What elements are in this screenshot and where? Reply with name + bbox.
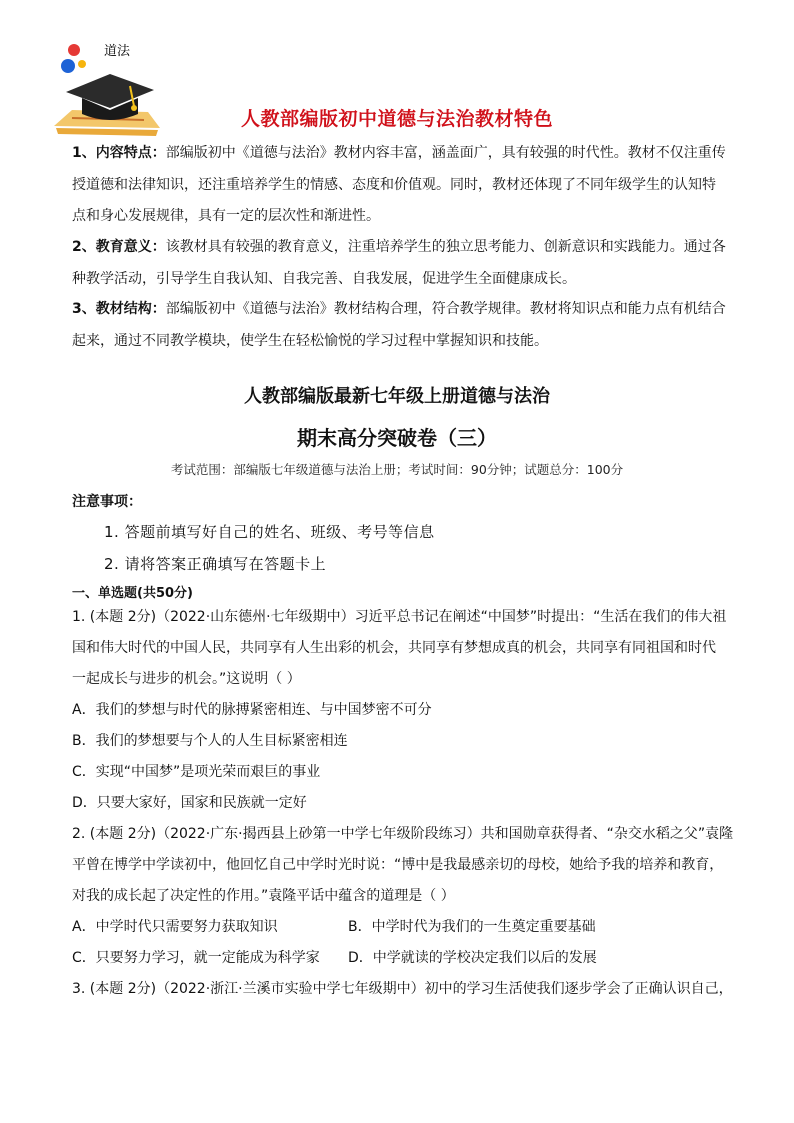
notice-heading: 注意事项： [72, 494, 142, 510]
question-1-option-b[interactable]: B．我们的梦想要与个人的人生目标紧密相连 [72, 733, 348, 749]
question-1-line: 1. (本题 2分)（2022·山东德州·七年级期中）习近平总书记在阐述“中国梦”时提出：“生活在我们的伟大祖 [72, 609, 727, 625]
exam-title: 期末高分突破卷（三） [297, 426, 497, 450]
question-2-line: 2. (本题 2分)（2022·广东·揭西县上砂第一中学七年级阶段练习）共和国勋章获得者、“杂交水稻之父”袁隆 [72, 826, 734, 842]
question-1-line: 一起成长与进步的机会。”这说明（ ） [72, 671, 301, 687]
feature-line: 1、内容特点：部编版初中《道德与法治》教材内容丰富，涵盖面广，具有较强的时代性。教材不仅注重传 [72, 145, 726, 161]
question-2-line: 平曾在博学中学读初中，他回忆自己中学时光时说：“博中是我最感亲切的母校，她给予我的培养和教育， [72, 857, 724, 873]
question-2-option-c[interactable]: C．只要努力学习，就一定能成为科学家 [72, 950, 320, 966]
feature-line: 起来，通过不同教学模块，使学生在轻松愉悦的学习过程中掌握知识和技能。 [72, 332, 548, 349]
question-1-option-c[interactable]: C．实现“中国梦”是项光荣而艰巨的事业 [72, 764, 321, 780]
question-1-line: 国和伟大时代的中国人民，共同享有人生出彩的机会，共同享有梦想成真的机会，共同享有同祖国和时代 [72, 640, 716, 656]
feature-line: 3、教材结构：部编版初中《道德与法治》教材结构合理，符合教学规律。教材将知识点和能力点有机结合 [72, 301, 726, 317]
question-2-option-a[interactable]: A．中学时代只需要努力获取知识 [72, 919, 278, 935]
feature-content [72, 138, 732, 233]
question-1-option-a[interactable]: A．我们的梦想与时代的脉搏紧密相连、与中国梦密不可分 [72, 702, 432, 718]
exam-info: 考试范围：部编版七年级道德与法治上册；考试时间：90分钟；试题总分：100分 [170, 462, 624, 477]
question-2-option-d[interactable]: D．中学就读的学校决定我们以后的发展 [348, 950, 597, 966]
question-2-line: 对我的成长起了决定性的作用。”袁隆平话中蕴含的道理是（ ） [72, 888, 455, 904]
feature-line: 种教学活动，引导学生自我认知、自我完善、自我发展，促进学生全面健康成长。 [72, 270, 576, 287]
feature-education [72, 232, 732, 295]
feature-line: 2、教育意义：该教材具有较强的教育意义，注重培养学生的独立思考能力、创新意识和实践能力。通过各 [72, 239, 726, 255]
notice-item: 2. 请将答案正确填写在答题卡上 [104, 555, 327, 573]
feature-structure [72, 294, 732, 357]
exam-subtitle: 人教部编版最新七年级上册道德与法治 [244, 386, 550, 407]
logo-label: 道法 [104, 44, 131, 59]
header-title: 人教部编版初中道德与法治教材特色 [240, 108, 553, 130]
section-heading: 一、单选题(共50分) [72, 586, 193, 601]
question-3-line: 3. (本题 2分)（2022·浙江·兰溪市实验中学七年级期中）初中的学习生活使我们逐步学会了正确认识自己， [72, 981, 733, 997]
notice-item: 1. 答题前填写好自己的姓名、班级、考号等信息 [104, 523, 435, 541]
feature-line: 授道德和法律知识，还注重培养学生的情感、态度和价值观。同时，教材还体现了不同年级学生的认知特 [72, 176, 716, 193]
feature-line: 点和身心发展规律，具有一定的层次性和渐进性。 [72, 208, 380, 224]
question-1-option-d[interactable]: D．只要大家好，国家和民族就一定好 [72, 795, 307, 811]
question-2-option-b[interactable]: B．中学时代为我们的一生奠定重要基础 [348, 919, 596, 935]
